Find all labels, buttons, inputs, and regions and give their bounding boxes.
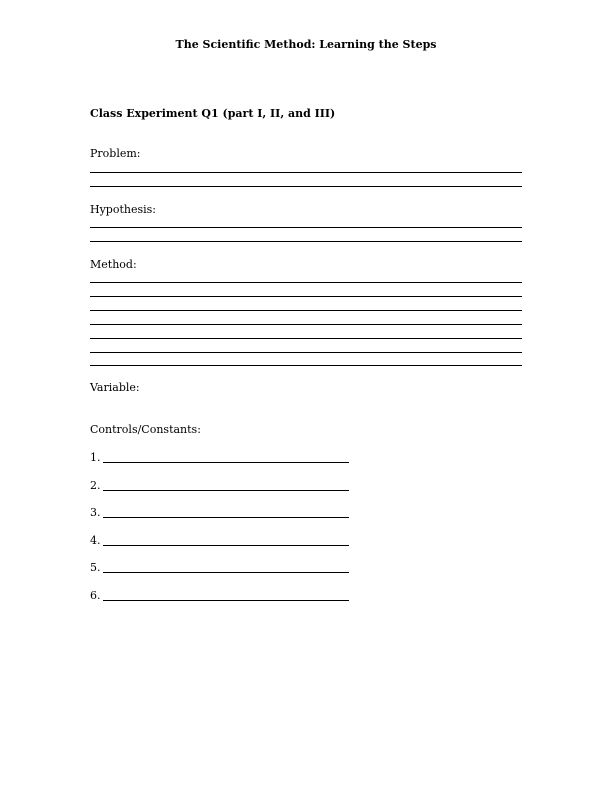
hypothesis-answer-line[interactable] [90, 241, 522, 242]
method-label: Method: [90, 258, 137, 271]
controls-item-number: 5. [90, 561, 101, 574]
controls-answer-line[interactable] [103, 545, 349, 546]
controls-item-number: 2. [90, 479, 101, 492]
variable-label: Variable: [90, 381, 140, 394]
controls-item-number: 1. [90, 451, 101, 464]
problem-answer-line[interactable] [90, 172, 522, 173]
controls-item-number: 6. [90, 589, 101, 602]
page-title: The Scientific Method: Learning the Steps [175, 38, 437, 51]
method-answer-line[interactable] [90, 310, 522, 311]
controls-item-number: 4. [90, 534, 101, 547]
method-answer-line[interactable] [90, 296, 522, 297]
hypothesis-label: Hypothesis: [90, 203, 156, 216]
method-answer-line[interactable] [90, 338, 522, 339]
problem-answer-line[interactable] [90, 186, 522, 187]
controls-item-number: 3. [90, 506, 101, 519]
section-heading: Class Experiment Q1 (part I, II, and III) [90, 107, 336, 120]
controls-answer-line[interactable] [103, 462, 349, 463]
controls-answer-line[interactable] [103, 572, 349, 573]
method-answer-line[interactable] [90, 352, 522, 353]
controls-answer-line[interactable] [103, 517, 349, 518]
method-answer-line[interactable] [90, 324, 522, 325]
method-answer-line[interactable] [90, 365, 522, 366]
hypothesis-answer-line[interactable] [90, 227, 522, 228]
problem-label: Problem: [90, 147, 141, 160]
controls-label: Controls/Constants: [90, 423, 201, 436]
controls-answer-line[interactable] [103, 600, 349, 601]
controls-answer-line[interactable] [103, 490, 349, 491]
method-answer-line[interactable] [90, 282, 522, 283]
